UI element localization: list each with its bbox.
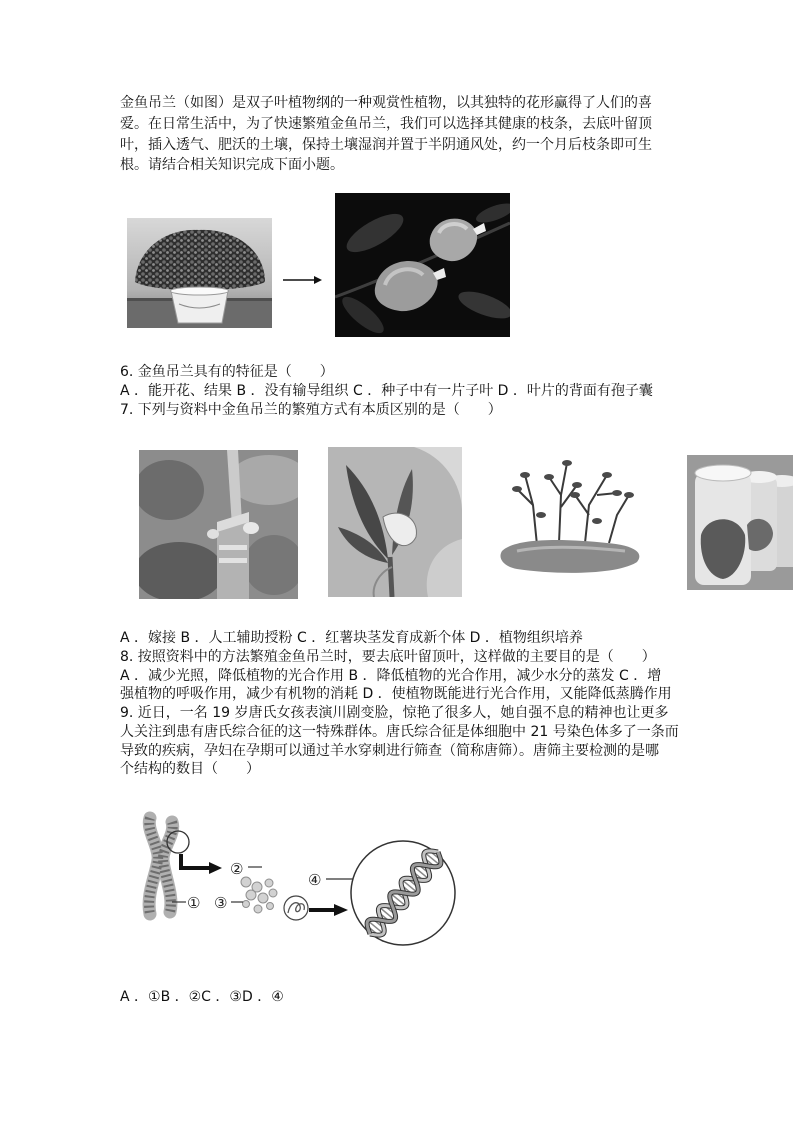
q9-stem-line-2: 人关注到患有唐氏综合征的这一特殊群体。唐氏综合征是体细胞中 21 号染色体多了一条而	[120, 724, 679, 740]
chromosome	[149, 818, 173, 914]
q6-stem: 6. 金鱼吊兰具有的特征是（ ）	[120, 364, 334, 380]
intro-line-2: 爱。在日常生活中，为了快速繁殖金鱼吊兰，我们可以选择其健康的枝条，去底叶留顶	[120, 116, 652, 132]
nucleosome-cluster	[241, 877, 277, 913]
potted-plant-photo	[127, 218, 272, 328]
q7-options: A ．嫁接 B ．人工辅助授粉 C ．红薯块茎发育成新个体 D ．植物组织培养	[120, 630, 583, 646]
label-4: ④	[308, 871, 322, 889]
q9-stem-line-4: 个结构的数目（ ）	[120, 761, 260, 777]
hand-pollination-photo	[328, 447, 462, 597]
intro-line-4: 根。请结合相关知识完成下面小题。	[120, 157, 344, 173]
label-1: ①	[187, 894, 201, 912]
label-2: ②	[230, 860, 244, 878]
q8-options-line-2: 强植物的呼吸作用，减少有机物的消耗 D ．使植物既能进行光合作用，又能降低蒸腾作用	[120, 686, 672, 702]
right-arrow-icon	[280, 272, 324, 288]
q7-stem: 7. 下列与资料中金鱼吊兰的繁殖方式有本质区别的是（ ）	[120, 402, 502, 418]
q8-stem: 8. 按照资料中的方法繁殖金鱼吊兰时，要去底叶留顶叶，这样做的主要目的是（ ）	[120, 649, 656, 665]
q6-options: A ．能开花、结果 B ．没有输导组织 C ．种子中有一片子叶 D ．叶片的背面有孢子囊	[120, 383, 653, 399]
q8-options-line-1: A ．减少光照，降低植物的光合作用 B ．降低植物的光合作用，减少水分的蒸发 C ．增	[120, 668, 662, 684]
flower-closeup-photo	[335, 193, 510, 337]
tissue-culture-photo	[687, 455, 793, 590]
intro-line-3: 叶，插入透气、肥沃的土壤，保持土壤湿润并置于半阴通风处，约一个月后枝条即可生	[120, 137, 652, 153]
sweet-potato-sprouts-photo	[497, 455, 645, 583]
arrow-icon	[181, 854, 211, 868]
grafting-photo	[139, 450, 298, 599]
flower-pot	[171, 291, 228, 323]
q9-options: A ．①B ．②C ．③D ．④	[120, 989, 284, 1005]
q9-stem-line-3: 导致的疾病，孕妇在孕期可以通过羊水穿刺进行筛查（简称唐筛）。唐筛主要检测的是哪	[120, 743, 659, 759]
label-3: ③	[214, 894, 228, 912]
chromosome-dna-diagram	[130, 808, 460, 953]
intro-line-1: 金鱼吊兰（如图）是双子叶植物纲的一种观赏性植物，以其独特的花形赢得了人们的喜	[120, 95, 652, 111]
q9-stem-line-1: 9. 近日，一名 19 岁唐氏女孩表演川剧变脸，惊艳了很多人，她自强不息的精神也让更多	[120, 705, 669, 721]
sweet-potato-tuber	[500, 540, 639, 573]
